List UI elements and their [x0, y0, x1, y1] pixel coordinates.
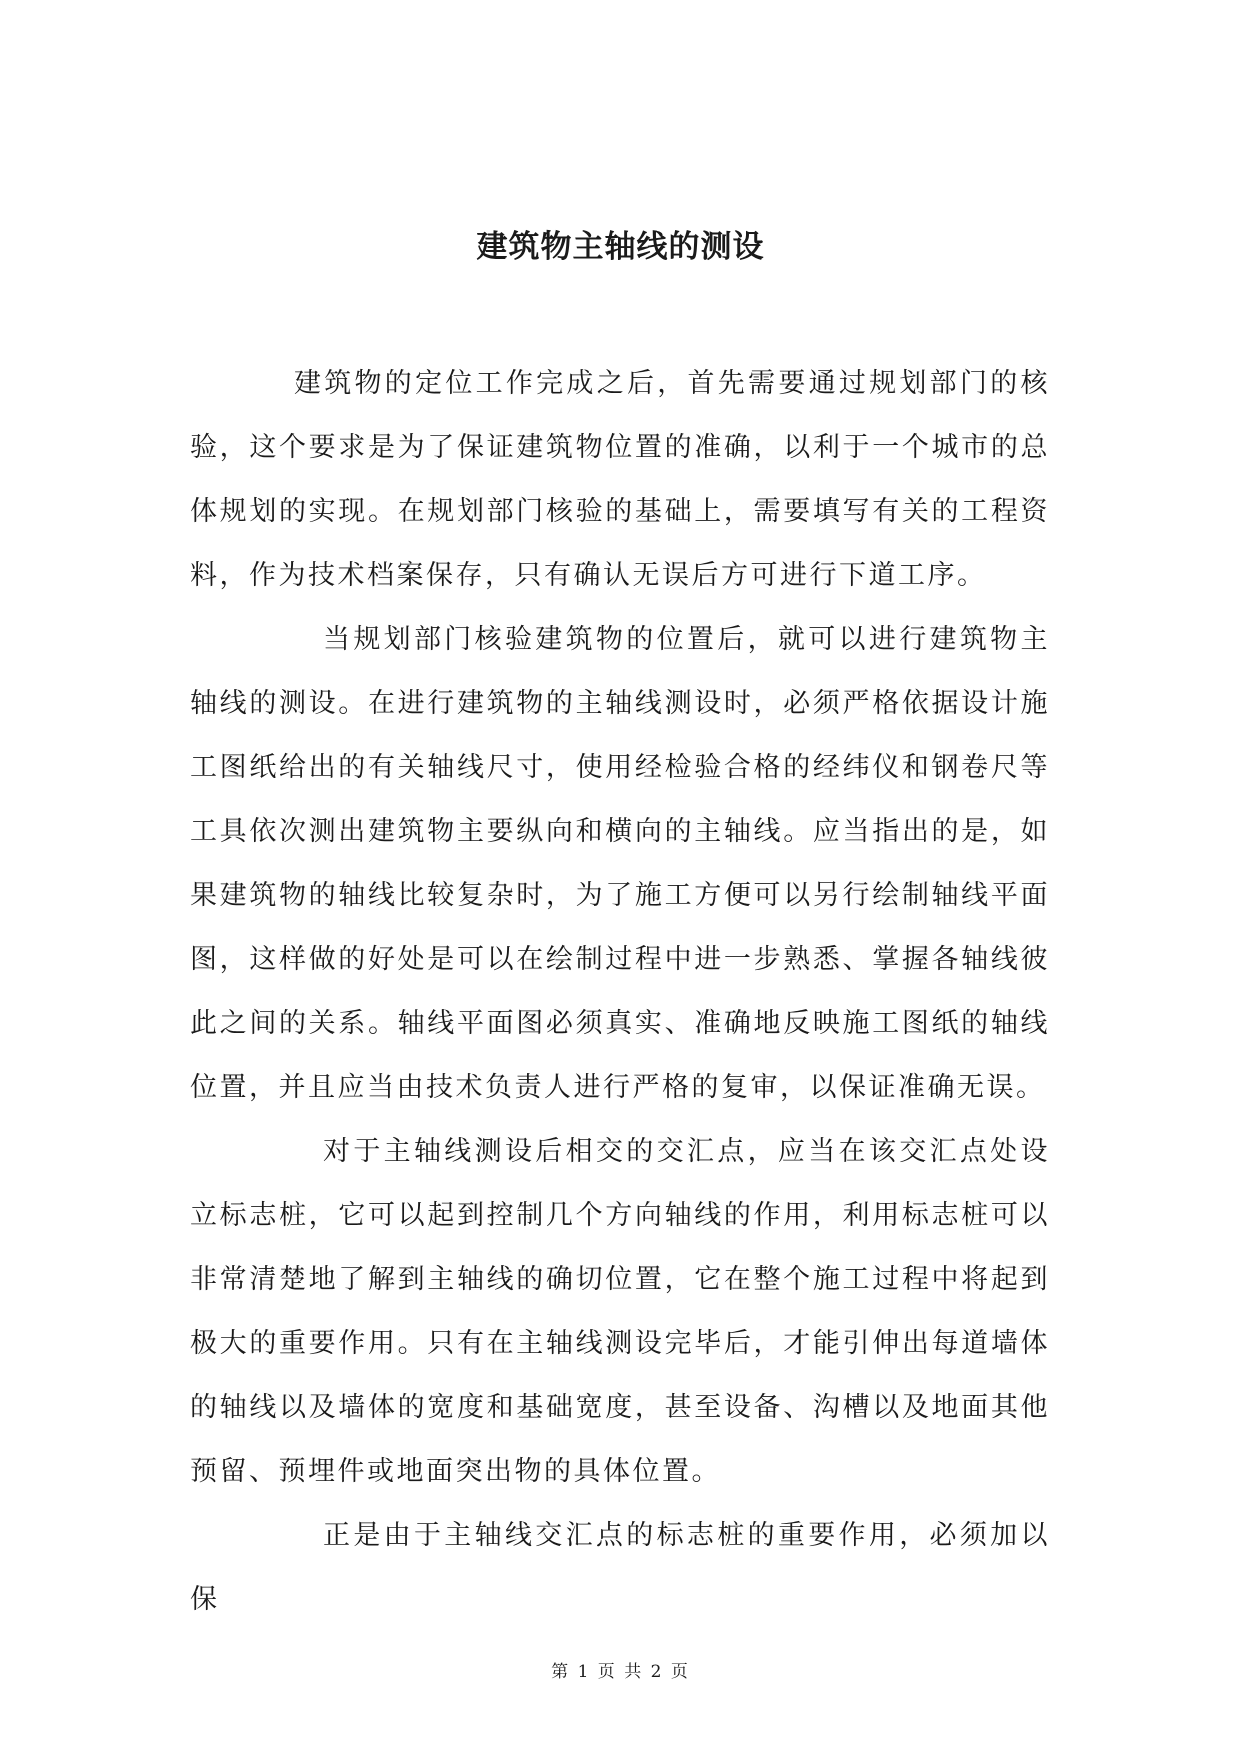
document-body: [190, 352, 1050, 1632]
paragraph-1: 建筑物的定位工作完成之后，首先需要通过规划部门的核验，这个要求是为了保证建筑物位置的准确，以利于一个城市的总体规划的实现。在规划部门核验的基础上，需要填写有关的工程资料，作为技术档案保存，只有确认无误后方可进行下道工序。: [190, 368, 1050, 591]
paragraph-3: 对于主轴线测设后相交的交汇点，应当在该交汇点处设立标志桩，它可以起到控制几个方向轴线的作用，利用标志桩可以非常清楚地了解到主轴线的确切位置，它在整个施工过程中将起到极大的重要作用。只有在主轴线测设完毕后，才能引伸出每道墙体的轴线以及墙体的宽度和基础宽度，甚至设备、沟槽以及地面其他预留、预埋件或地面突出物的具体位置。: [190, 1136, 1050, 1487]
paragraph-4: 正是由于主轴线交汇点的标志桩的重要作用，必须加以保: [190, 1520, 1050, 1615]
paragraph-2: 当规划部门核验建筑物的位置后，就可以进行建筑物主轴线的测设。在进行建筑物的主轴线测设时，必须严格依据设计施工图纸给出的有关轴线尺寸，使用经检验合格的经纬仪和钢卷尺等工具依次测出建筑物主要纵向和横向的主轴线。应当指出的是，如果建筑物的轴线比较复杂时，为了施工方便可以另行绘制轴线平面图，这样做的好处是可以在绘制过程中进一步熟悉、掌握各轴线彼此之间的关系。轴线平面图必须真实、准确地反映施工图纸的轴线位置，并且应当由技术负责人进行严格的复审，以保证准确无误。: [190, 624, 1050, 1103]
document-title: 建筑物主轴线的测设: [476, 229, 765, 265]
page-footer: 第 1 页 共 2 页: [551, 1662, 690, 1682]
